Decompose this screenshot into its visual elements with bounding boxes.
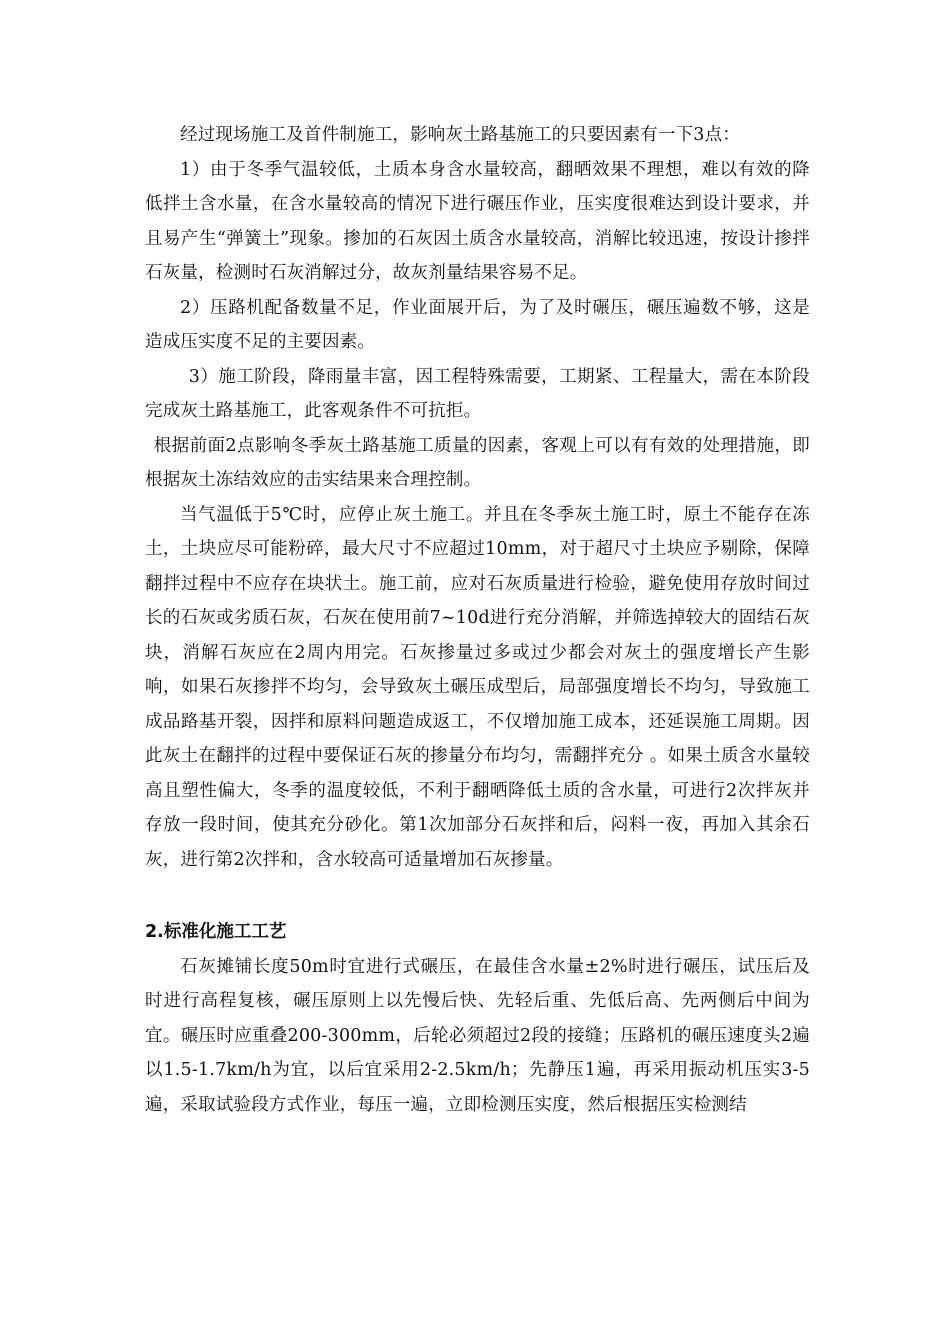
factor-3-paragraph: 3）施工阶段，降雨量丰富，因工程特殊需要，工期紧、工程量大，需在本阶段完成灰土路基施工，此客观条件不可抗拒。 bbox=[145, 366, 810, 421]
intro-paragraph: 经过现场施工及首件制施工，影响灰土路基施工的只要因素有一下3点： bbox=[180, 125, 741, 145]
compaction-paragraph: 石灰摊铺长度50m时宜进行式碾压，在最佳含水量±2%时进行碾压，试压后及时进行高程复核，碾压原则上以先慢后快、先轻后重、先低后高、先两侧后中间为宜。碾压时应重叠200-300mm，后轮必须超过2段的接缝；压路机的碾压速度头2遍以1.5-1.7km/h为宜，以后宜采用2-2.5km/h；先静压1遍，再采用振动机压实3-5遍，采取试验段方式作业，每压一遍，立即检测压实度，然后根据压实检测结 bbox=[145, 956, 810, 1115]
factor-1-paragraph: 1）由于冬季气温较低，土质本身含水量较高，翻晒效果不理想，难以有效的降低拌土含水量，在含水量较高的情况下进行碾压作业，压实度很难达到设计要求，并且易产生“弹簧土”现象。掺加的石灰因土质含水量较高，消解比较迅速，按设计掺拌石灰量，检测时石灰消解过分，故灰剂量结果容易不足。 bbox=[145, 159, 810, 283]
section-heading: 2.标准化施工工艺 bbox=[145, 922, 287, 942]
winter-construction-paragraph: 当气温低于5℃时，应停止灰土施工。并且在冬季灰土施工时，原土不能存在冻土，土块应尽可能粉碎，最大尺寸不应超过10mm，对于超尺寸土块应予剔除，保障翻拌过程中不应存在块状土。施工前，应对石灰质量进行检验，避免使用存放时间过长的石灰或劣质石灰，石灰在使用前7~10d进行充分消解，并筛选掉较大的固结石灰块，消解石灰应在2周内用完。石灰掺量过多或过少都会对灰土的强度增长产生影响，如果石灰掺拌不均匀，会导致灰土碾压成型后，局部强度增长不均匀，导致施工成品路基开裂，因拌和原料问题造成返工，不仅增加施工成本，还延误施工周期。因此灰土在翻拌的过程中要保证石灰的掺量分布均匀，需翻拌充分 。如果土质含水量较高且塑性偏大，冬季的温度较低，不利于翻晒降低土质的含水量，可进行2次拌灰并存放一段时间，使其充分砂化。第1次加部分石灰拌和后，闷料一夜，再加入其余石灰，进行第2次拌和，含水较高可适量增加石灰掺量。 bbox=[145, 504, 810, 870]
factor-2-paragraph: 2）压路机配备数量不足，作业面展开后，为了及时碾压，碾压遍数不够，这是造成压实度不足的主要因素。 bbox=[145, 297, 810, 352]
document-body bbox=[145, 118, 810, 1122]
measures-paragraph: 根据前面2点影响冬季灰土路基施工质量的因素，客观上可以有有效的处理措施，即根据灰土冻结效应的击实结果来合理控制。 bbox=[145, 435, 810, 490]
